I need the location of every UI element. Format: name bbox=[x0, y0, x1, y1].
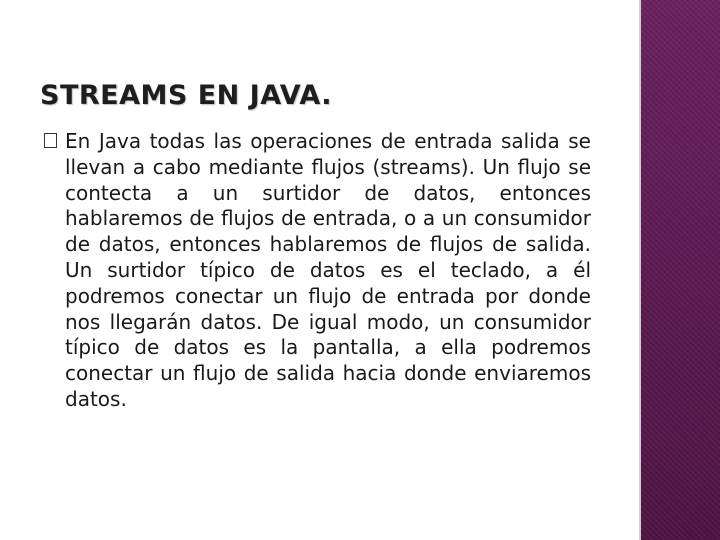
bullet-text: En Java todas las operaciones de entrada salida se llevan a cabo mediante flujos (streams). Un flujo se contecta a un surtidor de datos, entonces hablaremos de flujos de entrada, o a un consumidor de datos, entonces hablaremos de flujos de salida. Un surtidor típico de datos es el teclado, a él podremos conectar un flujo de entrada por donde nos llegarán datos. De igual modo, un consumidor típico de datos es la pantalla, a ella podremos conectar un flujo de salida hacia donde enviaremos datos. bbox=[65, 129, 591, 411]
bullet-item bbox=[44, 129, 591, 413]
slide-title: STREAMS EN JAVA. bbox=[40, 80, 332, 111]
bullet-square-icon bbox=[44, 133, 57, 148]
decorative-side-panel bbox=[641, 0, 720, 540]
